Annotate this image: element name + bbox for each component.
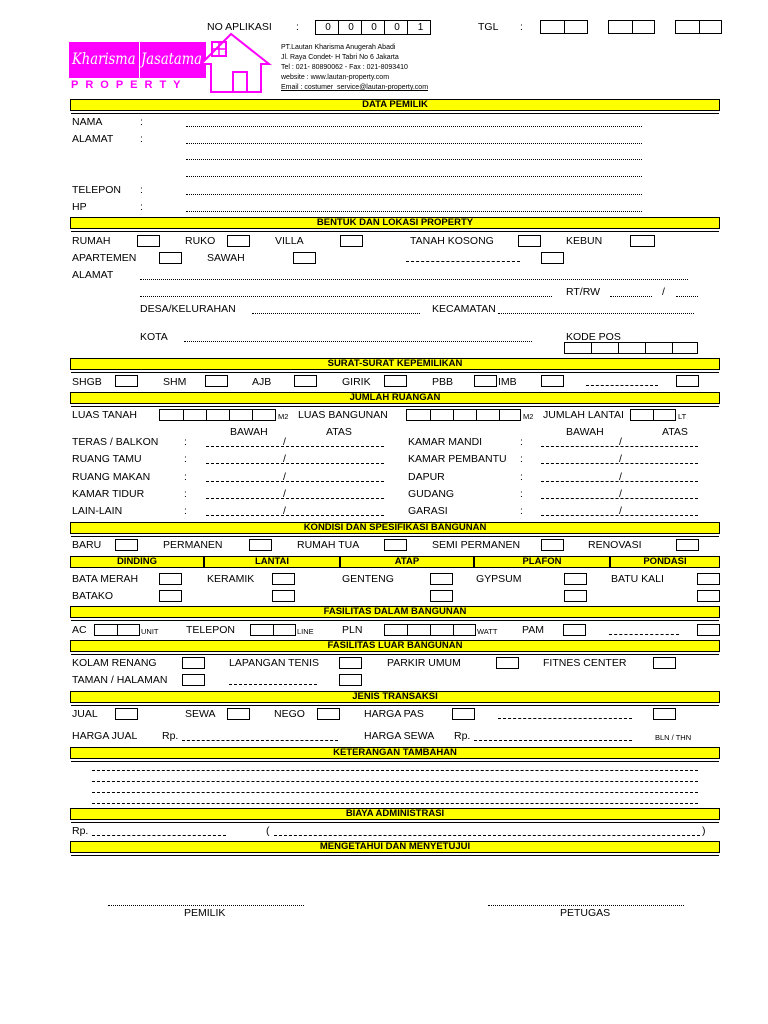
lapangan-label: LAPANGAN TENIS — [229, 657, 320, 669]
slash: / — [283, 453, 286, 465]
lapangan-checkbox[interactable] — [339, 657, 362, 669]
atap-heading: ATAP — [340, 556, 474, 568]
nego-label: NEGO — [274, 708, 305, 720]
bentuk-other-field[interactable] — [406, 252, 520, 262]
colon: : — [184, 453, 187, 465]
atas-heading: ATAS — [662, 426, 688, 438]
colon: : — [520, 505, 523, 517]
pbb-label: PBB — [432, 376, 454, 388]
room-count-field[interactable] — [206, 489, 384, 499]
batu-kali-label: BATU KALI — [611, 573, 664, 585]
shgb-checkbox[interactable] — [115, 375, 138, 387]
tgl-label: TGL — [478, 21, 499, 33]
colon: : — [140, 184, 143, 196]
alamat-field-2[interactable] — [186, 150, 642, 160]
girik-label: GIRIK — [342, 376, 371, 388]
luas-tanah-field[interactable] — [159, 409, 276, 421]
colon: : — [520, 471, 523, 483]
ac-label: AC — [72, 624, 87, 636]
bentuk-other-checkbox[interactable] — [541, 252, 564, 264]
luas-bangunan-label: LUAS BANGUNAN — [298, 409, 388, 421]
ruko-checkbox[interactable] — [227, 235, 250, 247]
baru-checkbox[interactable] — [115, 539, 138, 551]
imb-checkbox[interactable] — [541, 375, 564, 387]
close-paren: ) — [702, 825, 706, 837]
transaksi-other-checkbox[interactable] — [653, 708, 676, 720]
shgb-label: SHGB — [72, 376, 102, 388]
colon: : — [184, 505, 187, 517]
no-aplikasi-label: NO APLIKASI — [207, 21, 272, 33]
harga-pas-label: HARGA PAS — [364, 708, 424, 720]
date-year-field[interactable] — [675, 20, 722, 34]
rp-label: Rp. — [454, 730, 471, 742]
lantai-other-checkbox[interactable] — [272, 590, 295, 602]
pln-label: PLN — [342, 624, 363, 636]
ac-field[interactable] — [94, 624, 140, 636]
slash: / — [283, 471, 286, 483]
room-label: DAPUR — [408, 471, 445, 483]
ajb-checkbox[interactable] — [294, 375, 317, 387]
girik-checkbox[interactable] — [384, 375, 407, 387]
section-jumlah: JUMLAH RUANGAN — [70, 392, 720, 404]
keterangan-line-4[interactable] — [92, 794, 698, 804]
baru-label: BARU — [72, 539, 102, 551]
rumah-checkbox[interactable] — [137, 235, 160, 247]
section-surat: SURAT-SURAT KEPEMILIKAN — [70, 358, 720, 370]
parkir-label: PARKIR UMUM — [387, 657, 461, 669]
permanen-checkbox[interactable] — [249, 539, 272, 551]
kota-label: KOTA — [140, 331, 168, 343]
colon: : — [520, 488, 523, 500]
petugas-label: PETUGAS — [560, 907, 611, 919]
taman-checkbox[interactable] — [182, 674, 205, 686]
villa-checkbox[interactable] — [340, 235, 363, 247]
genteng-checkbox[interactable] — [430, 573, 453, 585]
logo-word-jasatama: Jasatama — [141, 49, 203, 68]
room-label: KAMAR MANDI — [408, 436, 483, 448]
fas-luar-other-checkbox[interactable] — [339, 674, 362, 686]
open-paren: ( — [266, 825, 270, 837]
line-label: LINE — [297, 627, 314, 636]
kolam-checkbox[interactable] — [182, 657, 205, 669]
colon: : — [520, 436, 523, 448]
room-count-field[interactable] — [206, 454, 384, 464]
colon: : — [184, 488, 187, 500]
app-digit: 0 — [364, 21, 385, 34]
apartemen-checkbox[interactable] — [159, 252, 182, 264]
room-label: RUANG TAMU — [72, 453, 142, 465]
shm-checkbox[interactable] — [205, 375, 228, 387]
telepon-fas-label: TELEPON — [186, 624, 236, 636]
tgl-colon: : — [520, 21, 523, 33]
room-label: TERAS / BALKON — [72, 436, 159, 448]
room-label: LAIN-LAIN — [72, 505, 123, 517]
room-label: RUANG MAKAN — [72, 471, 151, 483]
kota-field[interactable] — [184, 332, 532, 342]
kebun-checkbox[interactable] — [630, 235, 655, 247]
renovasi-checkbox[interactable] — [676, 539, 699, 551]
rumah-label: RUMAH — [72, 235, 111, 247]
app-digit: 0 — [387, 21, 408, 34]
alamat-label: ALAMAT — [72, 133, 114, 145]
batako-label: BATAKO — [72, 590, 114, 602]
atap-other-checkbox[interactable] — [430, 590, 453, 602]
company-phone: Tel : 021- 80890062 - Fax : 021-8093410 — [281, 64, 408, 71]
slash: / — [619, 471, 622, 483]
lantai-heading: LANTAI — [204, 556, 340, 568]
slash: / — [619, 436, 622, 448]
room-count-field[interactable] — [206, 472, 384, 482]
rt-field[interactable] — [610, 287, 652, 297]
petugas-signature-line[interactable] — [488, 896, 684, 906]
app-digit: 1 — [417, 22, 424, 33]
jual-checkbox[interactable] — [115, 708, 138, 720]
room-label: KAMAR PEMBANTU — [408, 453, 507, 465]
company-email: Email : costumer_service@lautan-property.com — [281, 84, 429, 91]
rumah-tua-checkbox[interactable] — [384, 539, 407, 551]
nego-checkbox[interactable] — [317, 708, 340, 720]
harga-sewa-label: HARGA SEWA — [364, 730, 435, 742]
rt-rw-slash: / — [662, 286, 665, 298]
kode-pos-field[interactable] — [564, 342, 698, 354]
date-month-field[interactable] — [608, 20, 655, 34]
imb-label: IMB — [498, 376, 517, 388]
sawah-label: SAWAH — [207, 252, 245, 264]
colon: : — [184, 471, 187, 483]
tanah-kosong-checkbox[interactable] — [518, 235, 541, 247]
surat-other-checkbox[interactable] — [676, 375, 699, 387]
ajb-label: AJB — [252, 376, 272, 388]
colon: : — [184, 436, 187, 448]
room-label: KAMAR TIDUR — [72, 488, 145, 500]
keramik-label: KERAMIK — [207, 573, 255, 585]
slash: / — [283, 436, 286, 448]
fitnes-label: FITNES CENTER — [543, 657, 627, 669]
logo-word-kharisma: Kharisma — [72, 49, 136, 68]
house-icon — [197, 32, 273, 94]
slash: / — [283, 505, 286, 517]
villa-label: VILLA — [275, 235, 304, 247]
nama-field[interactable] — [186, 117, 642, 127]
rt-rw-label: RT/RW — [566, 286, 601, 298]
app-digit: 0 — [341, 21, 362, 34]
fas-luar-other-field[interactable] — [229, 675, 317, 685]
harga-sewa-field[interactable] — [474, 731, 632, 741]
no-aplikasi-colon: : — [296, 21, 299, 33]
pln-field[interactable] — [384, 624, 476, 636]
gypsum-label: GYPSUM — [476, 573, 522, 585]
logo-magenta-band — [69, 42, 206, 78]
company-website: website : www.lautan-property.com — [281, 74, 390, 81]
bln-thn-label: BLN / THN — [655, 733, 692, 742]
lokasi-alamat-label: ALAMAT — [72, 269, 114, 281]
keterangan-line-3[interactable] — [92, 783, 698, 793]
desa-field[interactable] — [252, 304, 420, 314]
ruko-label: RUKO — [185, 235, 216, 247]
kolam-label: KOLAM RENANG — [72, 657, 157, 669]
pbb-checkbox[interactable] — [474, 375, 497, 387]
section-bentuk: BENTUK DAN LOKASI PROPERTY — [70, 217, 720, 229]
slash: / — [619, 488, 622, 500]
company-name: PT.Lautan Kharisma Anugerah Abadi — [281, 44, 396, 51]
plafon-other-checkbox[interactable] — [564, 590, 587, 602]
jual-label: JUAL — [72, 708, 98, 720]
desa-label: DESA/KELURAHAN — [140, 303, 236, 315]
section-jenis: JENIS TRANSAKSI — [70, 691, 720, 703]
fitnes-checkbox[interactable] — [653, 657, 676, 669]
section-fas-luar: FASILITAS LUAR BANGUNAN — [70, 640, 720, 652]
semi-permanen-checkbox[interactable] — [541, 539, 564, 551]
kecamatan-field[interactable] — [498, 304, 694, 314]
unit-label: UNIT — [141, 627, 159, 636]
telepon-field[interactable] — [186, 185, 642, 195]
sewa-checkbox[interactable] — [227, 708, 250, 720]
watt-label: WATT — [477, 627, 498, 636]
keterangan-line-2[interactable] — [92, 772, 698, 782]
bata-merah-label: BATA MERAH — [72, 573, 139, 585]
taman-label: TAMAN / HALAMAN — [72, 674, 168, 686]
harga-pas-checkbox[interactable] — [452, 708, 475, 720]
section-mengetahui: MENGETAHUI DAN MENYETUJUI — [70, 841, 720, 853]
batako-checkbox[interactable] — [159, 590, 182, 602]
apartemen-label: APARTEMEN — [72, 252, 137, 264]
logo-divider — [139, 42, 140, 78]
m2-unit: M2 — [523, 412, 534, 421]
batu-kali-checkbox[interactable] — [697, 573, 720, 585]
harga-jual-label: HARGA JUAL — [72, 730, 138, 742]
biaya-terbilang-field[interactable] — [274, 826, 700, 836]
luas-tanah-label: LUAS TANAH — [72, 409, 137, 421]
section-kondisi: KONDISI DAN SPESIFIKASI BANGUNAN — [70, 522, 720, 534]
rumah-tua-label: RUMAH TUA — [297, 539, 360, 551]
pam-label: PAM — [522, 624, 544, 636]
keterangan-line-1[interactable] — [92, 761, 698, 771]
kebun-label: KEBUN — [566, 235, 603, 247]
colon: : — [140, 201, 143, 213]
lokasi-alamat-field-1[interactable] — [140, 270, 688, 280]
pam-checkbox[interactable] — [563, 624, 586, 636]
logo-word-property: PROPERTY — [71, 79, 188, 91]
room-count-field[interactable] — [206, 437, 384, 447]
fas-dalam-other-field[interactable] — [609, 625, 679, 635]
keramik-checkbox[interactable] — [272, 573, 295, 585]
hp-label: HP — [72, 201, 87, 213]
luas-bangunan-field[interactable] — [406, 409, 521, 421]
alamat-field-3[interactable] — [186, 167, 642, 177]
hp-field[interactable] — [186, 202, 642, 212]
section-data-pemilik: DATA PEMILIK — [70, 99, 720, 111]
rw-field[interactable] — [676, 287, 698, 297]
biaya-rp-label: Rp. — [72, 825, 89, 837]
genteng-label: GENTENG — [342, 573, 394, 585]
company-logo — [69, 32, 274, 94]
sawah-checkbox[interactable] — [293, 252, 316, 264]
slash: / — [619, 453, 622, 465]
section-biaya: BIAYA ADMINISTRASI — [70, 808, 720, 820]
room-label: GUDANG — [408, 488, 455, 500]
telepon-label: TELEPON — [72, 184, 122, 196]
alamat-field-1[interactable] — [186, 134, 642, 144]
tanah-kosong-label: TANAH KOSONG — [410, 235, 494, 247]
colon: : — [140, 133, 143, 145]
section-fas-dalam: FASILITAS DALAM BANGUNAN — [70, 606, 720, 618]
m2-unit: M2 — [278, 412, 289, 421]
room-count-field[interactable] — [206, 506, 384, 516]
jumlah-lantai-label: JUMLAH LANTAI — [543, 409, 624, 421]
jumlah-lantai-field[interactable] — [630, 409, 676, 421]
section-keterangan: KETERANGAN TAMBAHAN — [70, 747, 720, 759]
bawah-heading: BAWAH — [230, 426, 268, 438]
slash: / — [283, 488, 286, 500]
nama-label: NAMA — [72, 116, 103, 128]
shm-label: SHM — [163, 376, 187, 388]
harga-jual-field[interactable] — [182, 731, 338, 741]
gypsum-checkbox[interactable] — [564, 573, 587, 585]
biaya-amount-field[interactable] — [92, 826, 226, 836]
sewa-label: SEWA — [185, 708, 216, 720]
kecamatan-label: KECAMATAN — [432, 303, 496, 315]
room-label: GARASI — [408, 505, 448, 517]
bata-merah-checkbox[interactable] — [159, 573, 182, 585]
pondasi-heading: PONDASI — [610, 556, 720, 568]
app-number-field[interactable] — [315, 20, 431, 35]
colon: : — [520, 453, 523, 465]
date-day-field[interactable] — [540, 20, 588, 34]
colon: : — [140, 116, 143, 128]
permanen-label: PERMANEN — [163, 539, 223, 551]
company-address: Jl. Raya Condet- H Tabri No 6 Jakarta — [281, 54, 399, 61]
transaksi-other-field[interactable] — [498, 709, 632, 719]
atas-heading: ATAS — [326, 426, 352, 438]
bawah-heading: BAWAH — [566, 426, 604, 438]
dinding-heading: DINDING — [70, 556, 204, 568]
semi-permanen-label: SEMI PERMANEN — [432, 539, 521, 551]
lokasi-alamat-field-2[interactable] — [140, 287, 552, 297]
slash: / — [619, 505, 622, 517]
parkir-checkbox[interactable] — [496, 657, 519, 669]
renovasi-label: RENOVASI — [588, 539, 642, 551]
kode-pos-label: KODE POS — [566, 331, 621, 343]
app-digit: 0 — [318, 21, 339, 34]
telepon-line-field[interactable] — [250, 624, 296, 636]
fas-dalam-other-checkbox[interactable] — [697, 624, 720, 636]
pondasi-other-checkbox[interactable] — [697, 590, 720, 602]
rp-label: Rp. — [162, 730, 179, 742]
plafon-heading: PLAFON — [474, 556, 610, 568]
pemilik-signature-line[interactable] — [108, 896, 304, 906]
lt-unit: LT — [678, 412, 687, 421]
pemilik-label: PEMILIK — [184, 907, 226, 919]
surat-other-field[interactable] — [586, 376, 658, 386]
